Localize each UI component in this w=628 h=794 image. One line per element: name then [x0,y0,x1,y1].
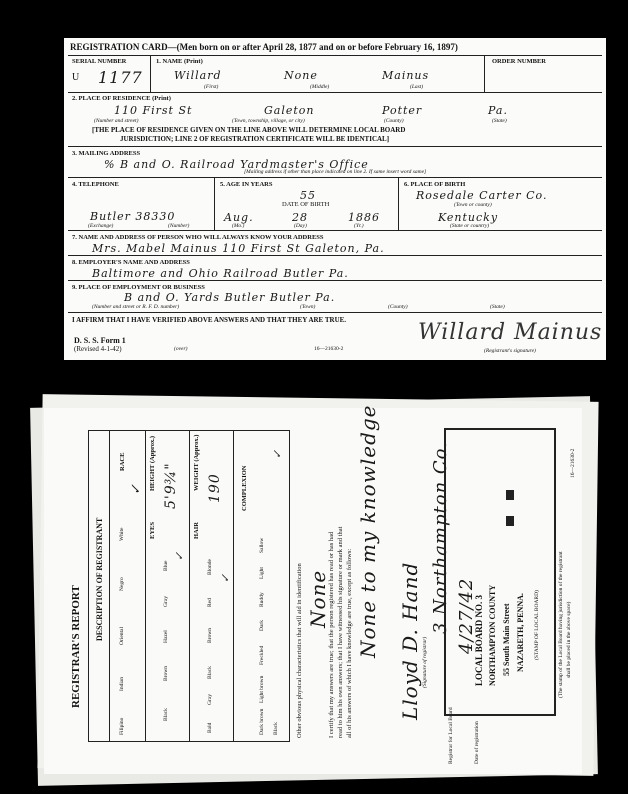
telephone-caption-number: (Number) [168,223,190,229]
race-option-negro: Negro [119,577,125,591]
report-print-code: 16—21630-2 [570,448,576,478]
employment-caption-town: (Town) [300,304,316,310]
row-telephone-age-birth [68,178,602,231]
weight-value: 190 [207,473,223,503]
jurisdiction-note-2: JURISDICTION; LINE 2 OF REGISTRATION CERTIFICATE WILL BE IDENTICAL] [120,135,390,143]
certify-line-2: read to him his own answers; that I have witnessed his signature or mark and that [337,526,344,738]
employment-caption-county: (County) [388,304,408,310]
employer-label: 8. EMPLOYER'S NAME AND ADDRESS [72,259,190,266]
complexion-option-black: Black [273,722,279,735]
serial-value: 1177 [98,68,143,87]
first-name: Willard [174,69,222,82]
height-eyes-column [145,431,190,741]
residence-state: Pa. [488,104,508,117]
jurisdiction-note-1: [THE PLACE OF RESIDENCE GIVEN ON THE LINE ABOVE WILL DETERMINE LOCAL BOARD [92,126,406,134]
signature-caption: (Registrant's signature) [484,348,536,354]
race-option-white: White [119,527,125,541]
registration-card [64,38,606,360]
pob-label: 6. PLACE OF BIRTH [404,181,466,188]
complexion-option-light-brown: Light brown [259,675,265,703]
eyes-option-black: Black [163,708,169,721]
registrar-address: 3 Northampton Co. [430,441,451,634]
stamp-note-1: (The stamp of the Local Board having jurisdiction of the registrant [558,551,564,698]
certify-line-1: I certify that my answers are true; that the person registered has read or has had [328,531,335,738]
stamp-line-4: NAZARETH, PENNA. [516,593,525,672]
contact-value: Mrs. Mabel Mainus 110 First St Galeton, Pa. [92,242,385,255]
registrar-caption: (Signature of registrar) [422,636,428,688]
eyes-option-hazel: Hazel [163,630,169,643]
race-option-oriental: Oriental [119,626,125,645]
yr-caption: (Yr.) [354,223,364,229]
last-caption: (Last) [410,84,424,90]
complexion-label: COMPLEXION [241,465,248,511]
contact-label: 7. NAME AND ADDRESS OF PERSON WHO WILL ALWAYS KNOW YOUR ADDRESS [72,234,324,241]
stamp-note-2: shall be placed in the above space) [566,601,572,678]
weight-label: WEIGHT (Approx.) [193,434,200,491]
employer-value: Baltimore and Ohio Railroad Butler Pa. [92,267,349,280]
residence-county: Potter [382,104,423,117]
employment-label: 9. PLACE OF EMPLOYMENT OR BUSINESS [72,284,205,291]
race-option-filipino: Filipino [119,717,125,735]
complexion-checkmark: ✓ [271,448,284,459]
form-id: D. S. S. Form 1 [74,336,126,345]
complexion-option-freckled: Freckled [259,645,265,665]
date-of-registration-label: Date of registration [474,721,480,764]
card-title: REGISTRATION CARD—(Men born on or after April 28, 1877 and on or before February 16, 1897) [70,42,458,52]
pob-state-caption: (State or country) [450,223,490,229]
hair-label: HAIR [193,522,200,539]
hair-option-blonde: Blonde [207,559,213,575]
middle-caption: (Middle) [310,84,330,90]
race-checkmark: ✓ [129,483,144,495]
description-subtitle: DESCRIPTION OF REGISTRANT [95,517,104,641]
stamp-line-1: LOCAL BOARD NO. 3 [474,594,484,686]
employment-caption-state: (State) [490,304,505,310]
age-value: 55 [300,189,316,202]
telephone-caption-exchange: (Exchange) [88,223,114,229]
other-characteristics-label: Other obvious physical characteristics that will aid in identification [296,563,303,738]
last-name: Mainus [382,69,430,82]
dob-year: 1886 [348,211,380,224]
race-option-indian: Indian [119,676,125,691]
stamp-mark-2 [506,516,514,526]
stamp-line-2: NORTHAMPTON COUNTY [488,584,497,686]
employment-caption-street: (Number and street or R. F. D. number) [92,304,180,310]
description-table [88,430,290,742]
eyes-option-brown: Brown [163,666,169,681]
complexion-option-ruddy: Ruddy [259,592,265,607]
first-caption: (First) [204,84,219,90]
eyes-option-blue: Blue [163,560,169,571]
mailing-caption: [Mailing address if other than place indicated on line 2. If same insert word same] [244,169,427,175]
mailing-label: 3. MAILING ADDRESS [72,150,141,157]
local-board-stamp-box [444,428,556,716]
pob-town: Rosedale Carter Co. [416,189,548,202]
card-print-code: 16—21630-2 [314,346,344,352]
residence-street: 110 First St [114,104,193,117]
complexion-column [233,431,288,741]
middle-name: None [284,69,318,82]
hair-option-red: Red [207,598,213,607]
serial-prefix: U [72,72,80,83]
hair-option-bald: Bald [207,722,213,733]
dob-day: 28 [292,211,308,224]
pob-state: Kentucky [438,211,499,224]
exceptions-value: None to my knowledge [356,404,380,658]
name-label: 1. NAME (Print) [156,58,203,65]
order-label: ORDER NUMBER [492,58,546,65]
report-title: REGISTRAR'S REPORT [70,585,82,708]
state-caption: (State) [492,118,507,124]
eyes-label: EYES [149,522,156,539]
registrar-for-label: Registrar for Local Board [448,707,454,764]
date-of-registration-value: 4/27/42 [456,577,477,654]
stamp-caption: (STAMP OF LOCAL BOARD) [534,590,540,660]
county-caption: (County) [384,118,404,124]
race-label: RACE [119,452,126,471]
weight-hair-column [189,431,234,741]
dob-month: Aug. [224,211,254,224]
registrars-report-card [44,404,582,774]
residence-town: Galeton [264,104,315,117]
complexion-option-dark: Dark [259,620,265,631]
other-characteristics-value: None [306,569,330,628]
street-caption: (Number and street) [94,118,139,124]
hair-option-gray: Gray [207,694,213,705]
telephone-value: Butler 38330 [90,210,176,223]
residence-label: 2. PLACE OF RESIDENCE (Print) [72,95,171,102]
hair-checkmark: ✓ [219,572,232,583]
over-note: (over) [174,346,188,352]
certify-line-3: all of his answers of which I have knowledge are true, except as follows: [346,548,353,738]
registrant-signature: Willard Mainus [418,320,603,345]
complexion-option-light: Light [259,567,265,579]
telephone-label: 4. TELEPHONE [72,181,119,188]
height-label: HEIGHT (Approx.) [149,435,156,491]
hair-option-brown: Brown [207,628,213,643]
day-caption: (Day) [294,223,307,229]
mo-caption: (Mo.) [232,223,245,229]
town-caption: (Town, township, village, or city) [232,118,305,124]
complexion-option-sallow: Sallow [259,537,265,553]
employment-value: B and O. Yards Butler Butler Pa. [124,291,336,304]
stamp-mark [506,490,514,500]
registrar-signature: Lloyd D. Hand [398,561,422,720]
serial-label: SERIAL NUMBER [72,58,127,65]
hair-option-black: Black [207,666,213,679]
affirm-text: I AFFIRM THAT I HAVE VERIFIED ABOVE ANSWERS AND THAT THEY ARE TRUE. [72,316,347,324]
eyes-option-gray: Gray [163,596,169,607]
stamp-line-3: 55 South Main Street [502,603,511,676]
form-revised: (Revised 4-1-42) [74,345,122,353]
dob-label: DATE OF BIRTH [282,201,330,208]
eyes-checkmark: ✓ [173,550,186,561]
race-column [109,431,146,741]
pob-town-caption: (Town or county) [454,202,492,208]
complexion-option-dark-brown: Dark brown [259,708,265,735]
mailing-value: % B and O. Railroad Yardmaster's Office [104,158,369,171]
age-label: 5. AGE IN YEARS [220,181,273,188]
height-value: 5'9¾" [163,462,179,509]
